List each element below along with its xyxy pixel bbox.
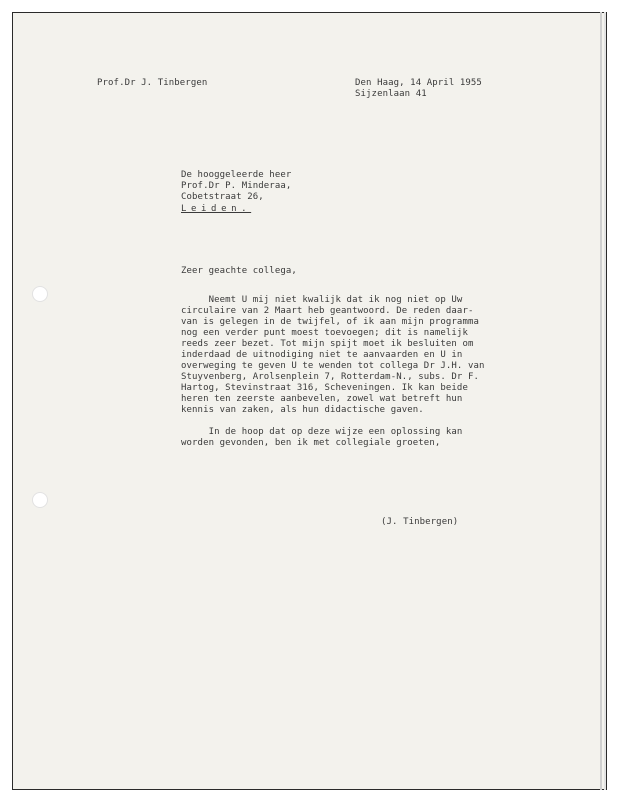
body-line: overweging te geven U te wenden tot collega Dr J.H. van [181, 361, 485, 371]
body-line: circulaire van 2 Maart heb geantwoord. De reden daar- [181, 306, 474, 316]
recipient-line: De hooggeleerde heer [181, 170, 292, 180]
sender-name: Prof.Dr J. Tinbergen [97, 78, 208, 88]
recipient-line: Prof.Dr P. Minderaa, [181, 181, 292, 191]
recipient-line: Cobetstraat 26, [181, 192, 264, 202]
place-date: Den Haag, 14 April 1955 [355, 78, 482, 88]
body-line: van is gelegen in de twijfel, of ik aan mijn programma [181, 317, 479, 327]
body-line: In de hoop dat op deze wijze een oplossing kan [181, 427, 463, 437]
body-line: kennis van zaken, als hun didactische gaven. [181, 405, 424, 415]
body-line: Stuyvenberg, Arolsenplein 7, Rotterdam-N., subs. Dr F. [181, 372, 479, 382]
body-line: Neemt U mij niet kwalijk dat ik nog niet op Uw [181, 295, 463, 305]
body-line: Hartog, Stevinstraat 316, Scheveningen. Ik kan beide [181, 383, 468, 393]
body-line: nog een verder punt moest toevoegen; dit is namelijk [181, 328, 468, 338]
signature-name: (J. Tinbergen) [381, 517, 459, 527]
body-line: inderdaad de uitnodiging niet te aanvaarden en U in [181, 350, 463, 360]
punch-hole [32, 492, 48, 508]
scan-edge-line [604, 12, 606, 790]
sender-street: Sijzenlaan 41 [355, 89, 427, 99]
body-line: reeds zeer bezet. Tot mijn spijt moet ik besluiten om [181, 339, 474, 349]
scan-edge-line [600, 12, 602, 790]
punch-hole [32, 286, 48, 302]
salutation: Zeer geachte collega, [181, 266, 297, 276]
body-line: heren ten zeerste aanbevelen, zowel wat betreft hun [181, 394, 463, 404]
body-line: worden gevonden, ben ik met collegiale groeten, [181, 438, 441, 448]
recipient-city: Leiden. [181, 204, 252, 214]
